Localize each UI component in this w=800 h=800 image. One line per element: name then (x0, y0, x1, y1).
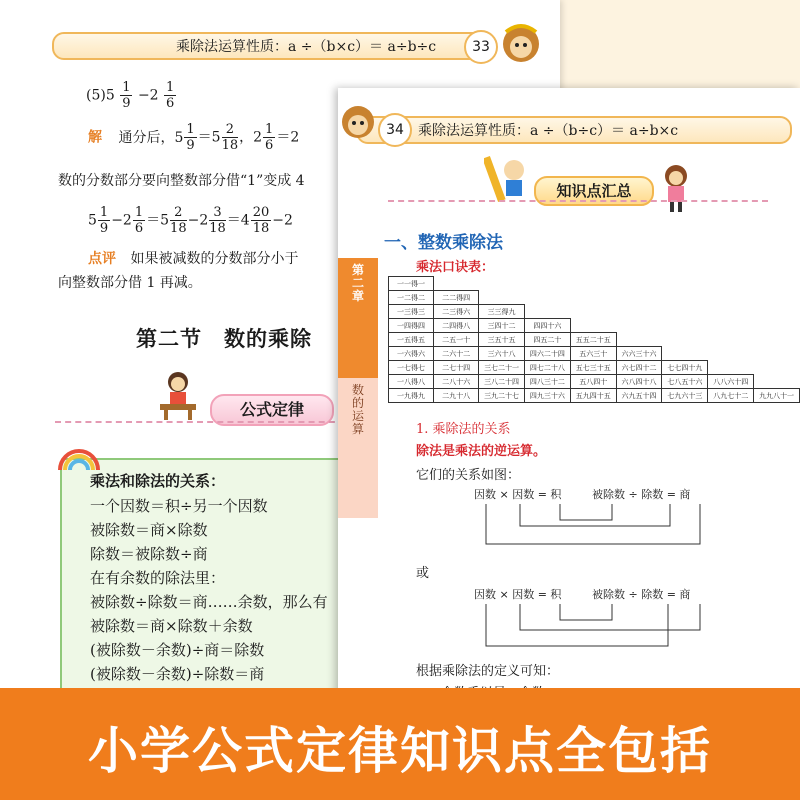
empty-cell (570, 291, 616, 305)
multiplication-table (388, 276, 800, 403)
table-cell: 一三得三 (389, 305, 434, 319)
rule-line: (被除数－余数)÷除数＝商 (90, 665, 265, 683)
empty-cell (754, 361, 800, 375)
table-cell: 四六二十四 (524, 347, 570, 361)
table-cell: 三六十八 (479, 347, 525, 361)
table-row (389, 389, 800, 403)
chapter-subtab (338, 378, 378, 518)
empty-cell (616, 305, 662, 319)
example-tail: −2 (137, 87, 159, 104)
table-cell: 四九三十六 (524, 389, 570, 403)
table-title: 乘法口诀表： (416, 260, 495, 275)
rule-line: 被除数＝商×除数 (90, 521, 208, 539)
diagram1-right: 被除数 ÷ 除数 = 商 (592, 488, 691, 501)
calc-eq1: ＝5 (146, 212, 170, 229)
solution-mid2: ，2 (239, 129, 263, 146)
review-text: 如果被减数的分数部分小于 (130, 251, 299, 267)
fraction: $\frac{3}{18}$ (209, 205, 226, 236)
section-heading: 一、整数乘除法 (384, 233, 503, 253)
table-row (389, 305, 800, 319)
empty-cell (524, 277, 570, 291)
diagram2-left: 因数 × 因数 = 积 (474, 588, 562, 601)
page-header: 乘除法运算性质：a ÷（b÷c）＝ a÷b×c (418, 123, 679, 139)
fraction: $\frac{20}{18}$ (252, 205, 270, 236)
knowledge-tab: 知识点汇总 (534, 176, 654, 206)
table-cell: 五五二十五 (570, 333, 616, 347)
rule-line: 除数＝被除数÷商 (90, 545, 208, 563)
right-page (338, 88, 800, 700)
empty-cell (708, 361, 754, 375)
table-row (389, 291, 800, 305)
empty-cell (616, 333, 662, 347)
dashed-divider (55, 421, 345, 423)
fraction: $\frac{2}{18}$ (170, 205, 187, 236)
or-text: 或 (416, 566, 430, 581)
dashed-divider (388, 200, 768, 202)
rule-line: (被除数－余数)÷商＝除数 (90, 641, 265, 659)
solution-text: 通分后，5 (118, 129, 184, 146)
table-cell: 二二得四 (434, 291, 479, 305)
empty-cell (662, 347, 708, 361)
empty-cell (708, 347, 754, 361)
empty-cell (754, 375, 800, 389)
relation-diagram-1 (468, 500, 718, 550)
table-cell: 五九四十五 (570, 389, 616, 403)
table-row (389, 361, 800, 375)
table-cell: 六六三十六 (616, 347, 662, 361)
empty-cell (662, 319, 708, 333)
girl-at-desk-icon (156, 368, 200, 420)
fraction: $\frac{1}{6}$ (265, 122, 274, 153)
table-cell: 三八二十四 (479, 375, 525, 389)
empty-cell (754, 305, 800, 319)
rule-line: 在有余数的除法里： (90, 569, 226, 587)
relation-heading: 1. 乘除法的关系 (416, 422, 511, 437)
solution-line (88, 122, 299, 153)
relation-diagram-2 (468, 600, 718, 650)
rainbow-icon (58, 448, 100, 470)
table-row (389, 277, 800, 291)
empty-cell (708, 291, 754, 305)
table-cell: 三四十二 (479, 319, 525, 333)
empty-cell (754, 277, 800, 291)
empty-cell (662, 291, 708, 305)
table-cell: 七九六十三 (662, 389, 708, 403)
formula-tab: 公式定律 (210, 394, 334, 426)
table-cell: 一六得六 (389, 347, 434, 361)
table-cell: 四八三十二 (524, 375, 570, 389)
promo-banner (0, 688, 800, 800)
empty-cell (616, 319, 662, 333)
fraction: $\frac{1}{9}$ (99, 205, 109, 236)
table-cell: 四四十六 (524, 319, 570, 333)
table-cell: 一五得五 (389, 333, 434, 347)
empty-cell (662, 333, 708, 347)
fraction: $\frac{1}{9}$ (122, 80, 131, 111)
fraction: $\frac{1}{9}$ (186, 122, 195, 153)
table-cell: 一八得八 (389, 375, 434, 389)
table-cell: 六八四十八 (616, 375, 662, 389)
table-cell: 三九二十七 (479, 389, 525, 403)
calc-minus: −2 (111, 212, 132, 229)
table-row (389, 375, 800, 389)
review-line (88, 248, 298, 268)
calculation-line (88, 205, 293, 236)
table-cell: 一九得九 (389, 389, 434, 403)
table-cell: 七七四十九 (662, 361, 708, 375)
relation-bold: 除法是乘法的逆运算。 (416, 444, 547, 459)
table-cell: 六七四十二 (616, 361, 662, 375)
empty-cell (754, 319, 800, 333)
table-cell: 四七二十八 (524, 361, 570, 375)
chapter-tab (338, 258, 378, 378)
table-cell: 七八五十六 (662, 375, 708, 389)
example-label: (5)5 (86, 87, 115, 104)
chapter-sublabel: 数的运算 (351, 383, 364, 436)
table-cell: 二九十八 (434, 389, 479, 403)
page-number: 34 (378, 113, 412, 147)
example-line (86, 80, 177, 111)
banner-text: 小学公式定律知识点全包括 (88, 722, 712, 780)
solution-label: 解 (88, 129, 102, 146)
solution-mid: ＝5 (197, 129, 221, 146)
fraction: $\frac{1}{6}$ (134, 205, 144, 236)
empty-cell (708, 305, 754, 319)
table-cell: 一七得七 (389, 361, 434, 375)
table-row (389, 347, 800, 361)
table-cell: 六九五十四 (616, 389, 662, 403)
table-cell: 四五二十 (524, 333, 570, 347)
solution-end: ＝2 (276, 129, 300, 146)
empty-cell (570, 277, 616, 291)
empty-cell (479, 291, 525, 305)
table-cell: 五七三十五 (570, 361, 616, 375)
table-cell: 一二得二 (389, 291, 434, 305)
table-cell: 一一得一 (389, 277, 434, 291)
empty-cell (754, 333, 800, 347)
empty-cell (434, 277, 479, 291)
page-number: 33 (464, 30, 498, 64)
empty-cell (754, 291, 800, 305)
table-row (389, 333, 800, 347)
table-cell: 二七十四 (434, 361, 479, 375)
empty-cell (570, 305, 616, 319)
table-cell: 五六三十 (570, 347, 616, 361)
table-cell: 三七二十一 (479, 361, 525, 375)
review-text-2: 向整数部分借 1 再减。 (58, 275, 202, 291)
section-title: 第二节 数的乘除 (136, 327, 312, 351)
table-cell: 三五十五 (479, 333, 525, 347)
rule-line: 一个因数＝积÷另一个因数 (90, 497, 268, 515)
borrow-text: 数的分数部分要向整数部分借“1”变成 4 (58, 173, 305, 189)
empty-cell (616, 277, 662, 291)
empty-cell (616, 291, 662, 305)
relation-intro: 它们的关系如图： (416, 468, 521, 483)
diagram2-right: 被除数 ÷ 除数 = 商 (592, 588, 691, 601)
table-cell: 一四得四 (389, 319, 434, 333)
empty-cell (662, 277, 708, 291)
rule-title: 乘法和除法的关系： (90, 472, 226, 490)
fraction: $\frac{2}{18}$ (221, 122, 239, 153)
table-cell: 二五一十 (434, 333, 479, 347)
chapter-label: 第二章 (351, 263, 364, 303)
table-cell: 九九八十一 (754, 389, 800, 403)
table-cell: 二三得六 (434, 305, 479, 319)
table-cell: 八九七十二 (708, 389, 754, 403)
rule-line: 被除数＝商×除数＋余数 (90, 617, 253, 635)
calc-minus3: −2 (272, 212, 293, 229)
empty-cell (524, 305, 570, 319)
table-cell: 二八十六 (434, 375, 479, 389)
monkey-king-icon (338, 98, 378, 144)
review-label: 点评 (88, 251, 116, 267)
table-row (389, 319, 800, 333)
table-cell: 五八四十 (570, 375, 616, 389)
table-cell: 二六十二 (434, 347, 479, 361)
empty-cell (708, 319, 754, 333)
diagram1-left: 因数 × 因数 = 积 (474, 488, 562, 501)
calc-minus2: −2 (187, 212, 209, 229)
table-cell: 三三得九 (479, 305, 525, 319)
definition-text: 根据乘除法的定义可知： (416, 664, 560, 679)
calc-start: 5 (88, 212, 97, 229)
table-cell: 二四得八 (434, 319, 479, 333)
empty-cell (662, 305, 708, 319)
empty-cell (479, 277, 525, 291)
empty-cell (708, 277, 754, 291)
fraction: $\frac{1}{6}$ (166, 80, 175, 111)
rule-box (60, 458, 364, 700)
table-cell: 八八六十四 (708, 375, 754, 389)
empty-cell (708, 333, 754, 347)
page-header: 乘除法运算性质：a ÷（b×c）＝ a÷b÷c (176, 39, 437, 55)
empty-cell (570, 319, 616, 333)
rule-line: 被除数÷除数＝商……余数，那么有 (90, 593, 328, 611)
girl-waving-icon (656, 162, 696, 214)
calc-eq2: ＝4 (226, 212, 250, 229)
empty-cell (524, 291, 570, 305)
monkey-king-icon (498, 18, 544, 70)
empty-cell (754, 347, 800, 361)
